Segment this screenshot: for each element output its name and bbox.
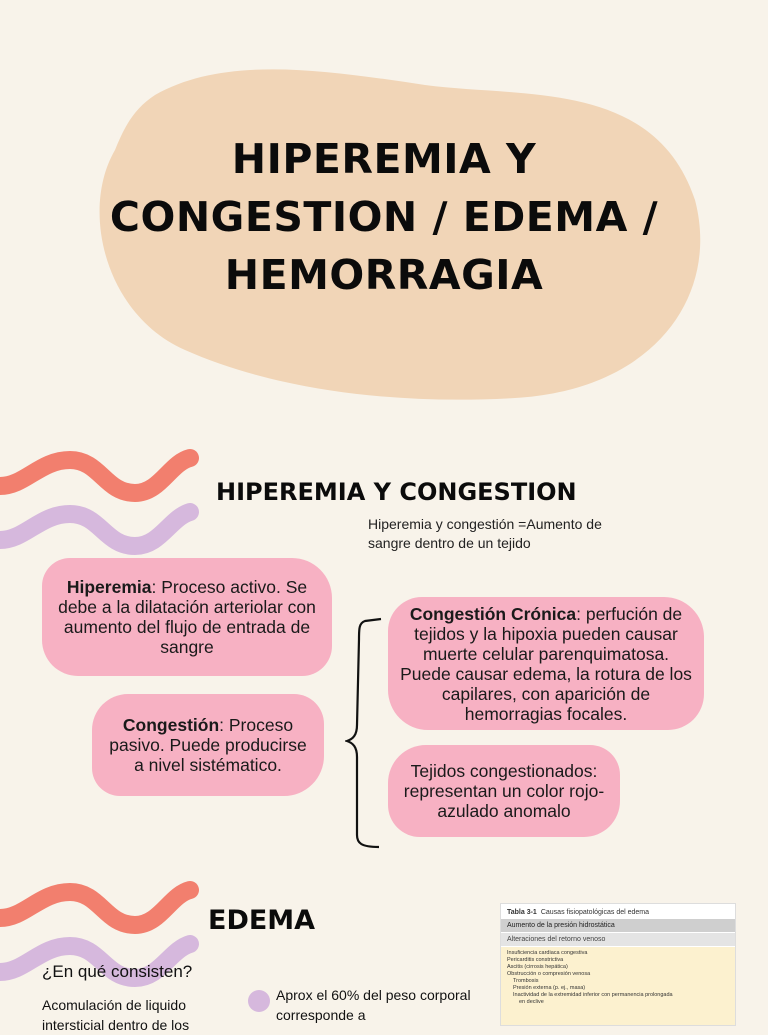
page-title: HIPEREMIA Y CONGESTION / EDEMA / HEMORRAGIA bbox=[109, 135, 659, 299]
table-row: Trombosis bbox=[513, 978, 539, 984]
edema-paragraph: Acomulación de liquido intersticial dentro de los bbox=[42, 997, 190, 1033]
lilac-wave-decoration bbox=[0, 500, 200, 560]
section-subtitle: Hiperemia y congestión =Aumento de sangre dentro de un tejido bbox=[368, 516, 602, 551]
table-row: Presión externa (p. ej., masa) bbox=[513, 985, 586, 991]
section-heading-edema: EDEMA bbox=[208, 905, 316, 936]
congestion-term: Congestión bbox=[122, 715, 220, 735]
section-heading-hiperemia: HIPEREMIA Y CONGESTION bbox=[216, 478, 577, 506]
table-band-subheader: Alteraciones del retorno venoso bbox=[501, 933, 735, 946]
congestion-box bbox=[92, 694, 324, 796]
curly-brace bbox=[345, 615, 385, 851]
table-title bbox=[501, 904, 735, 919]
tejidos-text: Tejidos congestionados: representan un color rojo-azulado anomalo bbox=[403, 761, 605, 821]
table-band-header: Aumento de la presión hidrostática bbox=[501, 919, 735, 932]
congestion-cronica-box bbox=[388, 597, 704, 730]
edema-bullet-text: Aprox el 60% del peso corporal corresponde a bbox=[276, 987, 471, 1023]
table-row: Insuficiencia cardiaca congestiva bbox=[507, 950, 588, 956]
tejidos-congestionados-box bbox=[388, 745, 620, 837]
hiperemia-text: : Proceso activo. Se debe a la dilatación arteriolar con aumento del flujo de entrada de sangre bbox=[58, 577, 316, 657]
cronica-text: : perfución de tejidos y la hipoxia pueden causar muerte celular parenquimatosa. Puede causar edema, la rotura de los capilares, con aparición de hemorragias focales. bbox=[400, 603, 692, 724]
causes-table-image bbox=[500, 903, 736, 1026]
coral-wave-decoration bbox=[0, 448, 200, 508]
table-body bbox=[501, 947, 735, 1026]
edema-question: ¿En qué consisten? bbox=[42, 962, 193, 981]
coral-wave-decoration-2 bbox=[0, 880, 200, 940]
table-row: Obstrucción o compresión venosa bbox=[507, 971, 591, 977]
hiperemia-box bbox=[42, 558, 332, 676]
table-title-text: Causas fisiopatológicas del edema bbox=[540, 909, 650, 916]
table-row: Ascitis (cirrosis hepática) bbox=[507, 964, 568, 970]
bullet-dot bbox=[248, 990, 270, 1012]
congestion-text: : Proceso pasivo. Puede producirse a nivel sistématico. bbox=[109, 715, 307, 775]
table-row: en declive bbox=[519, 999, 544, 1005]
table-number: Tabla 3-1 bbox=[507, 909, 537, 916]
table-row: Pericarditis constrictiva bbox=[507, 957, 564, 963]
hiperemia-term: Hiperemia bbox=[66, 577, 152, 597]
table-row: Inactividad de la extremidad inferior con permanencia prolongada bbox=[513, 992, 673, 998]
cronica-term: Congestión Crónica bbox=[409, 603, 577, 624]
